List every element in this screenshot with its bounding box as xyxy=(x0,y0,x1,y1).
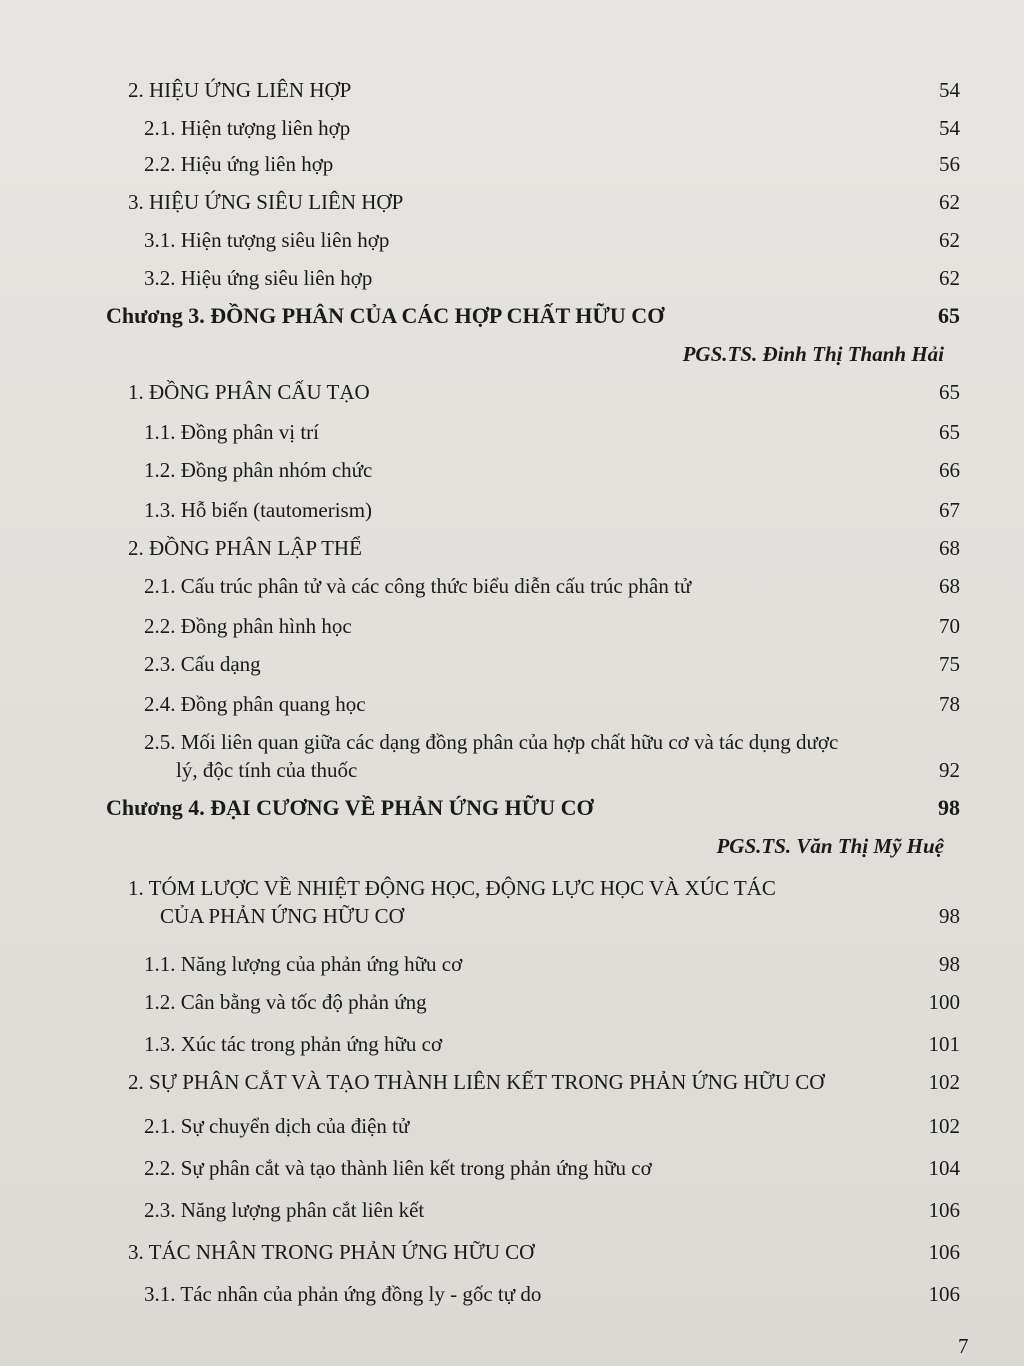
toc-chapter-3: Chương 3. ĐỒNG PHÂN CỦA CÁC HỢP CHẤT HỮU CƠ 65 xyxy=(106,303,960,328)
toc-entry-c4-2-1: 2.1. Sự chuyển dịch của điện tử 102 xyxy=(144,1114,960,1138)
toc-entry-c4-1-1: 1.1. Năng lượng của phản ứng hữu cơ 98 xyxy=(144,952,960,976)
toc-entry-section-3: 3. HIỆU ỨNG SIÊU LIÊN HỢP 62 xyxy=(128,190,960,214)
toc-entry-c4-1-2: 1.2. Cân bằng và tốc độ phản ứng 100 xyxy=(144,990,960,1014)
toc-entry-c4-3-1: 3.1. Tác nhân của phản ứng đồng ly - gốc tự do 106 xyxy=(144,1282,960,1306)
toc-entry-c3-1-3: 1.3. Hỗ biến (tautomerism) 67 xyxy=(144,498,960,522)
toc-chapter-4: Chương 4. ĐẠI CƯƠNG VỀ PHẢN ỨNG HỮU CƠ 98 xyxy=(106,795,960,820)
toc-entry-c3-2-4: 2.4. Đồng phân quang học 78 xyxy=(144,692,960,716)
page-number: 7 xyxy=(958,1334,969,1358)
chapter-4-author: PGS.TS. Văn Thị Mỹ Huệ xyxy=(716,834,944,858)
toc-entry-3-1: 3.1. Hiện tượng siêu liên hợp 62 xyxy=(144,228,960,252)
toc-entry-c3-2-3: 2.3. Cấu dạng 75 xyxy=(144,652,960,676)
toc-entry-c4-section-1: 1. TÓM LƯỢC VỀ NHIỆT ĐỘNG HỌC, ĐỘNG LỰC HỌC VÀ XÚC TÁC CỦA PHẢN ỨNG HỮU CƠ 98 xyxy=(128,876,960,928)
toc-entry-2-2: 2.2. Hiệu ứng liên hợp 56 xyxy=(144,152,960,176)
toc-entry-c4-2-2: 2.2. Sự phân cắt và tạo thành liên kết trong phản ứng hữu cơ 104 xyxy=(144,1156,960,1180)
toc-entry-2-1: 2.1. Hiện tượng liên hợp 54 xyxy=(144,116,960,140)
toc-entry-c3-1-1: 1.1. Đồng phân vị trí 65 xyxy=(144,420,960,444)
toc-entry-3-2: 3.2. Hiệu ứng siêu liên hợp 62 xyxy=(144,266,960,290)
toc-entry-c4-section-3: 3. TÁC NHÂN TRONG PHẢN ỨNG HỮU CƠ 106 xyxy=(128,1240,960,1264)
toc-entry-section-2: 2. HIỆU ỨNG LIÊN HỢP 54 xyxy=(128,78,960,102)
toc-entry-c4-section-2: 2. SỰ PHÂN CẮT VÀ TẠO THÀNH LIÊN KẾT TRONG PHẢN ỨNG HỮU CƠ 102 xyxy=(128,1070,960,1094)
toc-entry-c3-2-5: 2.5. Mối liên quan giữa các dạng đồng phân của hợp chất hữu cơ và tác dụng dược lý, độc tính của thuốc 92 xyxy=(144,730,960,782)
chapter-3-author: PGS.TS. Đinh Thị Thanh Hải xyxy=(682,342,944,366)
toc-entry-c3-2-2: 2.2. Đồng phân hình học 70 xyxy=(144,614,960,638)
toc-entry-c3-1-2: 1.2. Đồng phân nhóm chức 66 xyxy=(144,458,960,482)
toc-entry-c3-section-2: 2. ĐỒNG PHÂN LẬP THỂ 68 xyxy=(128,536,960,560)
toc-entry-c4-1-3: 1.3. Xúc tác trong phản ứng hữu cơ 101 xyxy=(144,1032,960,1056)
toc-entry-c3-2-1: 2.1. Cấu trúc phân tử và các công thức biểu diễn cấu trúc phân tử 68 xyxy=(144,574,960,598)
toc-entry-c4-2-3: 2.3. Năng lượng phân cắt liên kết 106 xyxy=(144,1198,960,1222)
toc-entry-c3-section-1: 1. ĐỒNG PHÂN CẤU TẠO 65 xyxy=(128,380,960,404)
